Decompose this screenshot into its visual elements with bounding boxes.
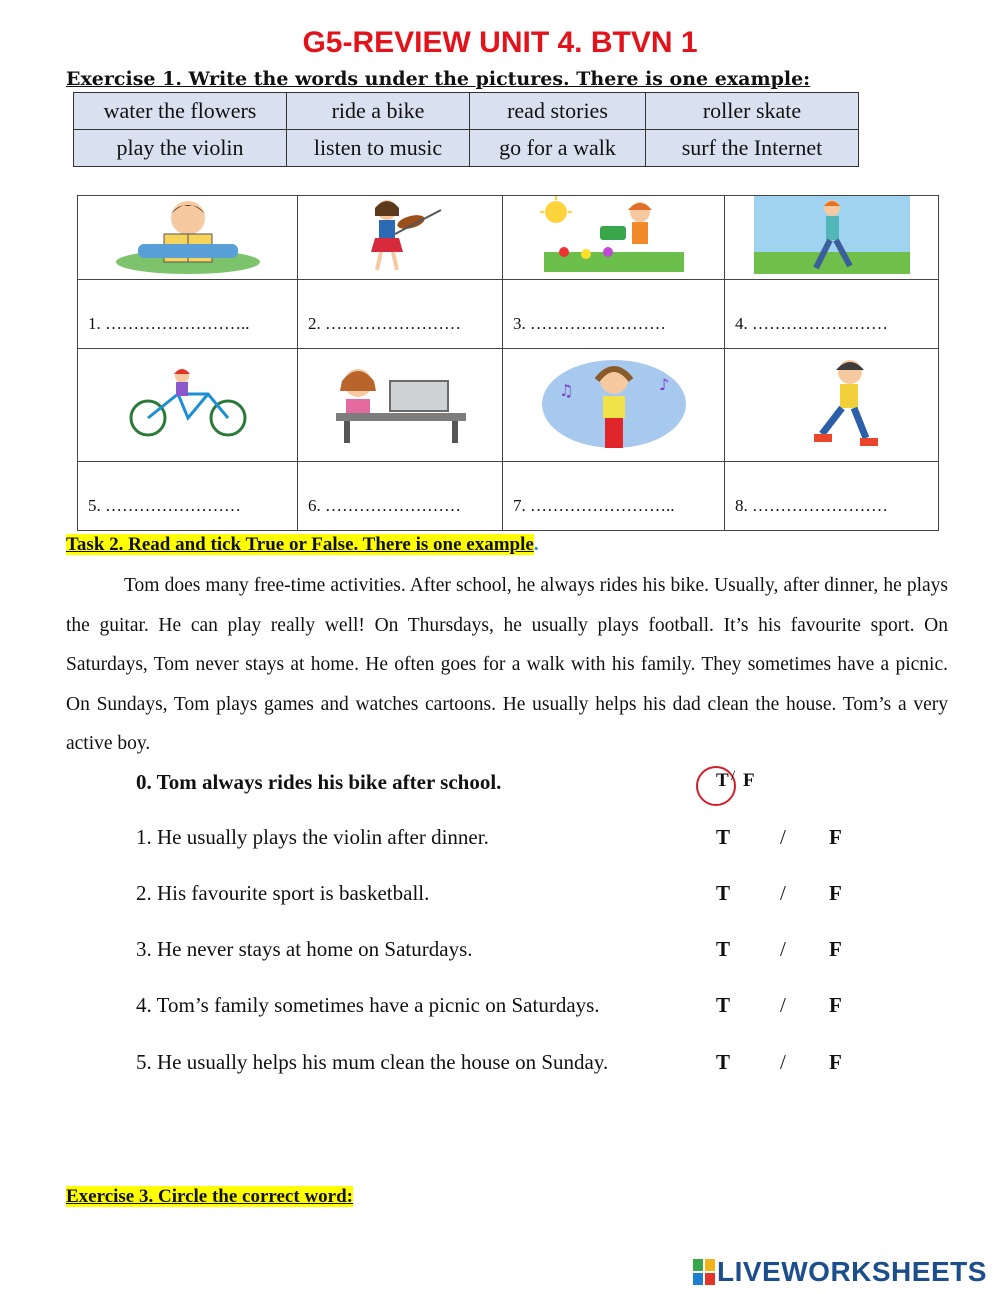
picture-cell [298, 349, 503, 462]
logo-text: LIVEWORKSHEETS [717, 1256, 987, 1287]
boy-riding-bike-icon [118, 368, 258, 438]
word-bank-cell: surf the Internet [646, 130, 859, 167]
answer-blank-label: 4. …………………… [735, 314, 888, 333]
passage-text: Tom does many free-time activities. After school, he always rides his bike. Usually, after dinner, he plays the guitar. He can play really well! On Thursdays, he usually plays football. It’s his favourite sport. On Saturdays, Tom never stays at home. He often goes for a walk with his family. They sometimes have a picnic. On Sundays, Tom plays games and watches cartoons. He usually helps his dad clean the house. Tom’s a very active boy. [66, 575, 948, 754]
example-false-option: F [743, 770, 755, 791]
example-separator: / [731, 768, 736, 784]
separator: / [780, 825, 786, 849]
boy-roller-skating-icon [762, 354, 902, 452]
question-2: 2. His favourite sport is basketball. [136, 881, 430, 905]
person-walking-icon [754, 196, 910, 274]
reading-passage [66, 566, 948, 764]
picture-cell [725, 196, 939, 280]
liveworksheets-logo [693, 1256, 987, 1288]
word-bank-cell: read stories [470, 93, 646, 130]
task2-heading-end: . [533, 534, 539, 555]
answer-blank[interactable] [78, 280, 298, 349]
false-option[interactable]: F [829, 937, 842, 961]
picture-cell [503, 349, 725, 462]
false-option[interactable]: F [829, 881, 842, 905]
worksheet-title: G5-REVIEW UNIT 4. BTVN 1 [302, 26, 698, 59]
answer-blank-label: 2. …………………… [308, 314, 461, 333]
answer-blank[interactable] [725, 280, 939, 349]
answer-blank[interactable] [298, 280, 503, 349]
answer-blank[interactable] [298, 462, 503, 531]
false-option[interactable]: F [829, 825, 842, 849]
girl-using-computer-icon [328, 361, 472, 445]
word-bank-cell: listen to music [287, 130, 470, 167]
task2-heading [66, 534, 539, 556]
picture-table [77, 195, 939, 531]
word-bank-cell: ride a bike [287, 93, 470, 130]
true-option[interactable]: T [716, 1050, 731, 1074]
separator: / [780, 993, 786, 1017]
answer-blank-label: 7. …………………….. [513, 496, 675, 515]
exercise1-instruction: Exercise 1. Write the words under the pictures. There is one example: [66, 68, 811, 90]
liveworksheets-badge-icon [693, 1259, 717, 1285]
question-3: 3. He never stays at home on Saturdays. [136, 937, 473, 961]
word-bank-cell: water the flowers [74, 93, 287, 130]
answer-blank[interactable] [503, 280, 725, 349]
true-option[interactable]: T [716, 825, 731, 849]
exercise3-heading [66, 1186, 353, 1208]
answer-blank-label: 6. …………………… [308, 496, 461, 515]
question-5: 5. He usually helps his mum clean the house on Sunday. [136, 1050, 609, 1074]
word-bank-cell: play the violin [74, 130, 287, 167]
word-bank-cell: roller skate [646, 93, 859, 130]
example-true-option: T [716, 770, 729, 791]
word-bank-row [74, 130, 859, 167]
picture-cell [503, 196, 725, 280]
exercise3-heading-text: Exercise 3. Circle the correct word [66, 1186, 347, 1207]
example-question: 0. Tom always rides his bike after school. [136, 770, 502, 794]
svg-text:♫: ♫ [558, 380, 573, 400]
question-1: 1. He usually plays the violin after dinner. [136, 825, 489, 849]
girl-watering-flowers-icon [534, 196, 694, 274]
picture-cell [78, 349, 298, 462]
picture-cell [725, 349, 939, 462]
true-option[interactable]: T [716, 881, 731, 905]
boy-reading-story-book-icon [108, 196, 268, 274]
question-4: 4. Tom’s family sometimes have a picnic on Saturdays. [136, 993, 600, 1017]
picture-cell [78, 196, 298, 280]
answer-blank-label: 1. …………………….. [88, 314, 250, 333]
svg-text:♪: ♪ [658, 374, 669, 394]
word-bank [73, 92, 859, 167]
answer-blank[interactable] [78, 462, 298, 531]
task2-heading-text: Task 2. Read and tick True or False. There is one example [66, 534, 534, 555]
picture-cell [298, 196, 503, 280]
false-option[interactable]: F [829, 993, 842, 1017]
girl-listening-to-music-icon [539, 354, 689, 452]
exercise3-heading-end: : [346, 1186, 353, 1207]
answer-blank-label: 8. …………………… [735, 496, 888, 515]
true-option[interactable]: T [716, 993, 731, 1017]
separator: / [780, 881, 786, 905]
word-bank-cell: go for a walk [470, 130, 646, 167]
girl-playing-violin-icon [345, 196, 455, 274]
separator: / [780, 1050, 786, 1074]
word-bank-row [74, 93, 859, 130]
true-option[interactable]: T [716, 937, 731, 961]
separator: / [780, 937, 786, 961]
answer-blank-label: 3. …………………… [513, 314, 666, 333]
answer-blank[interactable] [503, 462, 725, 531]
false-option[interactable]: F [829, 1050, 842, 1074]
answer-blank[interactable] [725, 462, 939, 531]
answer-blank-label: 5. …………………… [88, 496, 241, 515]
